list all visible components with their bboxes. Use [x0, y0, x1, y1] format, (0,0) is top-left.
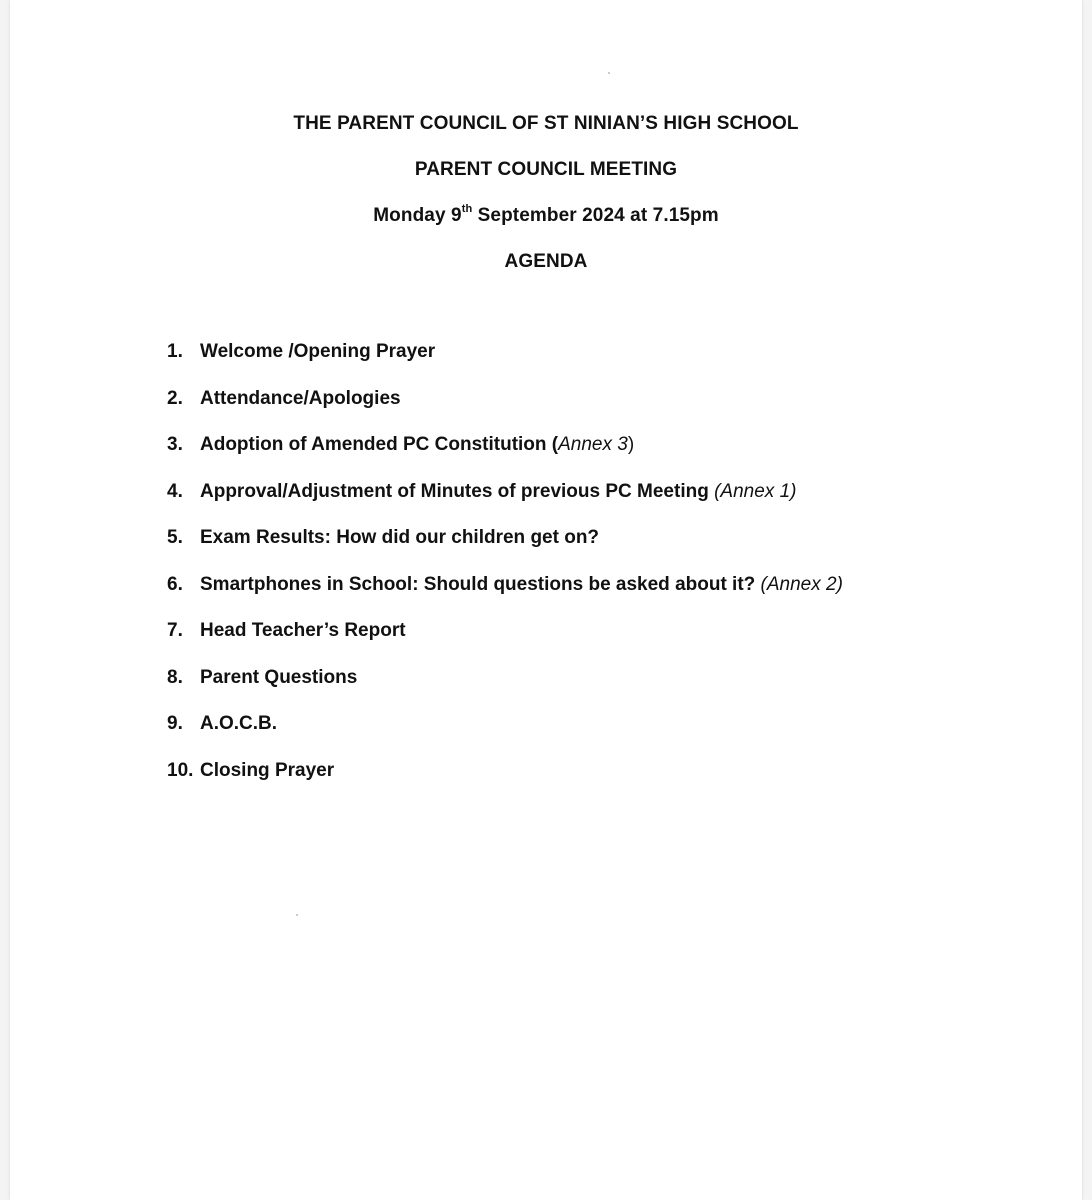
agenda-item — [167, 388, 843, 435]
meeting-title: PARENT COUNCIL MEETING — [414, 159, 678, 180]
item-text: Parent Questions — [200, 666, 358, 688]
agenda-list — [167, 341, 843, 806]
item-number: 6. — [167, 573, 183, 595]
agenda-item — [167, 434, 843, 481]
item-annex: (Annex 2) — [760, 573, 843, 595]
document-page — [10, 0, 1082, 1200]
agenda-item — [167, 341, 843, 388]
agenda-item — [167, 760, 843, 807]
item-annex: (Annex 1) — [714, 480, 797, 502]
meeting-date — [10, 202, 1082, 227]
item-text: Approval/Adjustment of Minutes of previous PC Meeting — [200, 480, 715, 502]
item-number: 8. — [167, 666, 183, 688]
item-number: 10. — [167, 759, 194, 781]
agenda-item — [167, 667, 843, 714]
item-number: 4. — [167, 480, 183, 502]
scan-speck — [608, 72, 610, 74]
item-text: Attendance/Apologies — [200, 387, 401, 409]
date-suffix: September 2024 at 7.15pm — [472, 205, 719, 226]
item-annex-close: ) — [627, 434, 635, 455]
item-number: 7. — [167, 620, 183, 641]
date-ordinal: th — [461, 202, 473, 215]
agenda-item — [167, 527, 843, 574]
agenda-heading: AGENDA — [504, 251, 588, 272]
item-text: A.O.C.B. — [200, 713, 278, 734]
item-text: Head Teacher’s Report — [200, 620, 406, 641]
item-number: 3. — [167, 434, 183, 455]
item-number: 2. — [167, 387, 183, 409]
agenda-item — [167, 574, 843, 621]
item-annex: Annex 3 — [558, 434, 628, 455]
item-number: 5. — [167, 527, 183, 548]
organisation-title: THE PARENT COUNCIL OF ST NINIAN’S HIGH SCHOOL — [293, 113, 799, 134]
agenda-item — [167, 713, 843, 760]
agenda-item — [167, 481, 843, 528]
item-number: 9. — [167, 713, 183, 734]
item-text: Smartphones in School: Should questions be asked about it? — [200, 573, 761, 595]
item-text: Exam Results: How did our children get on? — [200, 527, 600, 548]
date-prefix: Monday 9 — [373, 205, 462, 226]
agenda-item — [167, 620, 843, 667]
item-text: Adoption of Amended PC Constitution ( — [200, 434, 559, 455]
item-text: Closing Prayer — [200, 759, 335, 781]
scan-speck — [296, 914, 298, 916]
item-number: 1. — [167, 341, 183, 362]
item-text: Welcome /Opening Prayer — [200, 341, 436, 362]
